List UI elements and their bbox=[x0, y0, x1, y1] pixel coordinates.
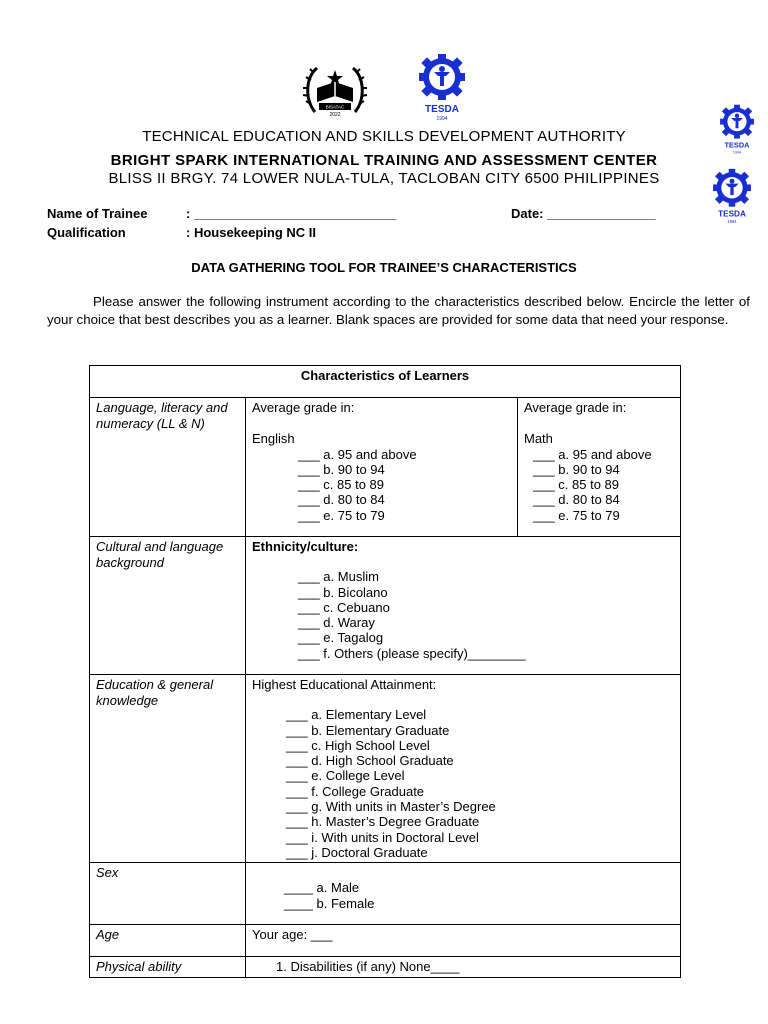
education-option[interactable]: ___ b. Elementary Graduate bbox=[286, 722, 450, 738]
culture-option[interactable]: ___ b. Bicolano bbox=[298, 584, 388, 600]
math-cell bbox=[518, 398, 681, 537]
tesda-logo-year: 1994 bbox=[727, 219, 737, 225]
culture-option[interactable]: ___ a. Muslim bbox=[298, 569, 379, 585]
tesda-logo-text: TESDA bbox=[724, 140, 750, 150]
school-logo bbox=[301, 60, 369, 120]
english-option[interactable]: ___ d. 80 to 84 bbox=[298, 492, 385, 508]
category-education: Education & general knowledge bbox=[90, 675, 246, 863]
english-option[interactable]: ___ b. 90 to 94 bbox=[298, 461, 385, 477]
math-option[interactable]: ___ c. 85 to 89 bbox=[533, 477, 620, 493]
culture-option[interactable]: ___ e. Tagalog bbox=[298, 630, 384, 646]
disabilities-field[interactable]: 1. Disabilities (if any) None____ bbox=[246, 957, 681, 978]
category-culture: Cultural and language background bbox=[90, 537, 246, 675]
education-option[interactable]: ___ d. High School Graduate bbox=[286, 753, 454, 769]
english-option[interactable]: ___ a. 95 and above bbox=[298, 446, 417, 462]
agency-name: TECHNICAL EDUCATION AND SKILLS DEVELOPMENT AUTHORITY bbox=[142, 128, 626, 145]
category-sex: Sex bbox=[90, 863, 246, 925]
tesda-logo bbox=[408, 52, 476, 122]
math-option[interactable]: ___ b. 90 to 94 bbox=[533, 461, 620, 477]
center-address: BLISS II BRGY. 74 LOWER NULA-TULA, TACLOBAN CITY 6500 PHILIPPINES bbox=[108, 170, 660, 187]
tesda-logo-text: TESDA bbox=[718, 209, 746, 219]
school-logo-year: 2022 bbox=[329, 112, 341, 118]
culture-option[interactable]: ___ c. Cebuano bbox=[298, 599, 390, 615]
sex-cell bbox=[246, 863, 681, 925]
category-age: Age bbox=[90, 925, 246, 957]
math-option[interactable]: ___ d. 80 to 84 bbox=[533, 492, 620, 508]
english-option[interactable]: ___ e. 75 to 79 bbox=[298, 507, 385, 523]
math-option[interactable]: ___ a. 95 and above bbox=[533, 446, 652, 462]
education-cell bbox=[246, 675, 681, 863]
culture-cell bbox=[246, 537, 681, 675]
age-field[interactable]: Your age: ___ bbox=[246, 925, 681, 957]
name-field[interactable]: : ____________________________ bbox=[186, 206, 397, 221]
education-option[interactable]: ___ h. Master’s Degree Graduate bbox=[286, 814, 480, 830]
education-heading: Highest Educational Attainment: bbox=[252, 677, 437, 692]
culture-option[interactable]: ___ f. Others (please specify)________ bbox=[298, 645, 526, 661]
english-heading: Average grade in: bbox=[252, 400, 355, 415]
math-option[interactable]: ___ e. 75 to 79 bbox=[533, 507, 620, 523]
category-physical: Physical ability bbox=[90, 957, 246, 978]
education-option[interactable]: ___ e. College Level bbox=[286, 768, 405, 784]
education-option[interactable]: ___ i. With units in Doctoral Level bbox=[286, 829, 479, 845]
table-header: Characteristics of Learners bbox=[90, 366, 681, 398]
name-label: Name of Trainee bbox=[47, 206, 148, 221]
tesda-logo-year: 1994 bbox=[436, 116, 448, 122]
education-option[interactable]: ___ g. With units in Master’s Degree bbox=[286, 799, 496, 815]
culture-heading: Ethnicity/culture: bbox=[252, 539, 359, 554]
english-option[interactable]: ___ c. 85 to 89 bbox=[298, 477, 385, 493]
education-option[interactable]: ___ a. Elementary Level bbox=[286, 707, 427, 723]
center-name: BRIGHT SPARK INTERNATIONAL TRAINING AND ASSESSMENT CENTER bbox=[110, 152, 658, 169]
math-heading: Average grade in: bbox=[524, 400, 627, 415]
tesda-logo-year: 1994 bbox=[732, 150, 742, 155]
culture-option[interactable]: ___ d. Waray bbox=[298, 615, 375, 631]
math-subject: Math bbox=[524, 431, 553, 447]
tesda-logo-text: TESDA bbox=[425, 104, 459, 115]
education-option[interactable]: ___ c. High School Level bbox=[286, 737, 430, 753]
sex-option[interactable]: ____ b. Female bbox=[284, 895, 375, 911]
qualification-label: Qualification bbox=[47, 225, 126, 240]
characteristics-table bbox=[89, 365, 681, 978]
education-option[interactable]: ___ j. Doctoral Graduate bbox=[286, 844, 428, 860]
instructions-paragraph: Please answer the following instrument according to the characteristics described below. Encircle the letter of your choice that best describes you as a learner. Blank spaces are provided for some data that need your response. bbox=[47, 294, 750, 327]
qualification-value: : Housekeeping NC II bbox=[186, 225, 317, 240]
english-subject: English bbox=[252, 431, 295, 447]
document-title: DATA GATHERING TOOL FOR TRAINEE’S CHARACTERISTICS bbox=[191, 260, 577, 275]
education-option[interactable]: ___ f. College Graduate bbox=[286, 783, 425, 799]
school-logo-text: BISATAC bbox=[325, 104, 345, 110]
english-cell bbox=[246, 398, 518, 537]
date-field[interactable]: Date: _______________ bbox=[511, 206, 656, 221]
sex-option[interactable]: ____ a. Male bbox=[284, 880, 360, 896]
category-llan: Language, literacy and numeracy (LL & N) bbox=[90, 398, 246, 537]
